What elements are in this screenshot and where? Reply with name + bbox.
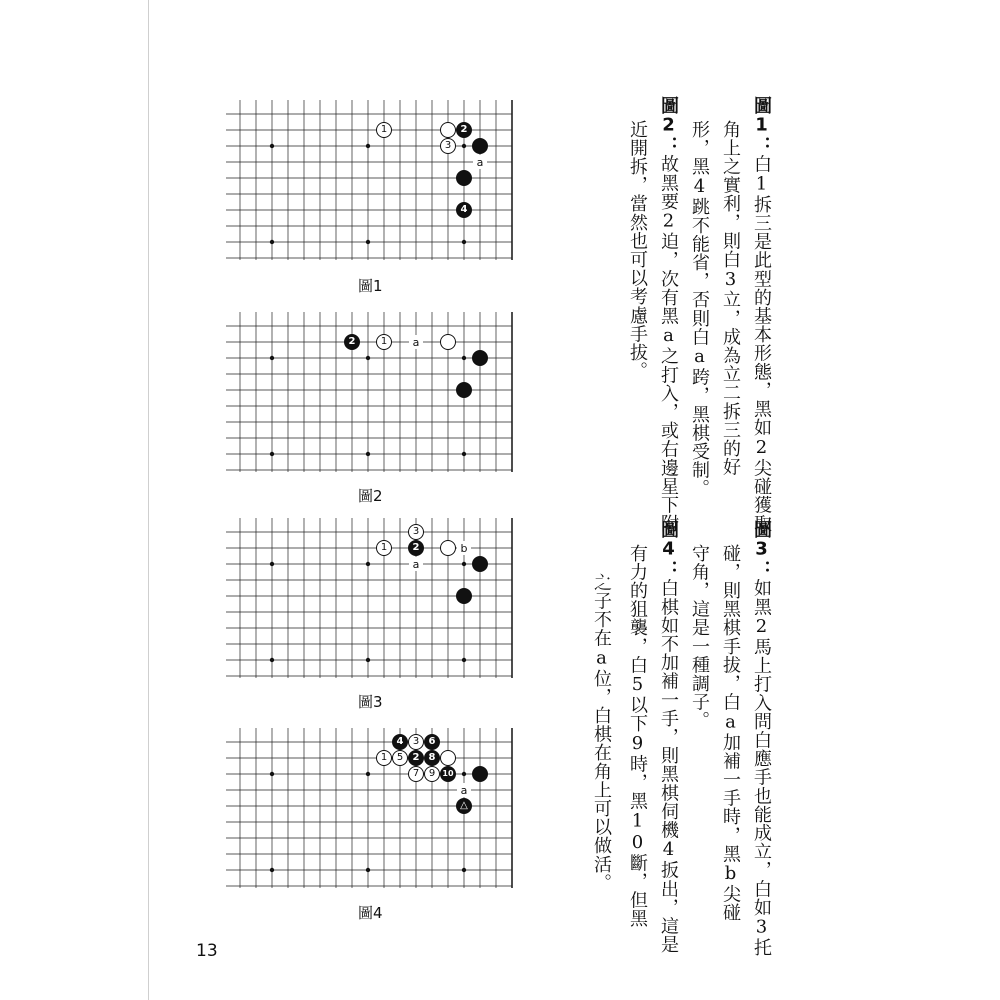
caption-3: 圖3 bbox=[358, 693, 383, 711]
black-stone: △ bbox=[456, 798, 472, 814]
white-stone bbox=[440, 334, 456, 350]
star-point bbox=[462, 452, 466, 456]
fig-label-1: 圖1： bbox=[751, 96, 772, 155]
black-stone bbox=[456, 170, 472, 186]
text-body-1: 白1拆三是此型的基本形態，黑如2尖碰獲取 bbox=[751, 154, 772, 533]
star-point bbox=[270, 240, 274, 244]
black-stone: 4 bbox=[392, 734, 408, 750]
black-stone bbox=[472, 766, 488, 782]
board-letter-mark: a bbox=[409, 557, 423, 571]
black-stone: 4 bbox=[456, 202, 472, 218]
go-diagram-3 bbox=[226, 518, 514, 678]
black-stone bbox=[472, 138, 488, 154]
star-point bbox=[462, 240, 466, 244]
board-letter-mark: a bbox=[473, 155, 487, 169]
white-stone: 7 bbox=[408, 766, 424, 782]
page-number: 13 bbox=[196, 941, 218, 961]
white-stone: 9 bbox=[424, 766, 440, 782]
white-stone: 3 bbox=[408, 524, 424, 540]
white-stone: 3 bbox=[440, 138, 456, 154]
star-point bbox=[366, 356, 370, 360]
go-diagram-4 bbox=[226, 728, 514, 888]
star-point bbox=[462, 868, 466, 872]
fig-label-4: 圖4： bbox=[658, 520, 679, 579]
text-column-9 bbox=[656, 520, 680, 954]
black-stone: 2 bbox=[456, 122, 472, 138]
star-point bbox=[270, 144, 274, 148]
star-point bbox=[366, 772, 370, 776]
star-point bbox=[462, 562, 466, 566]
text-body-9: 白棋如不加補一手，則黑棋伺機4扳出，這是 bbox=[658, 578, 679, 954]
white-stone: 5 bbox=[392, 750, 408, 766]
star-point bbox=[366, 562, 370, 566]
white-stone: 1 bbox=[376, 750, 392, 766]
star-point bbox=[270, 562, 274, 566]
white-stone bbox=[440, 750, 456, 766]
black-stone: 2 bbox=[408, 750, 424, 766]
star-point bbox=[462, 356, 466, 360]
caption-2: 圖2 bbox=[358, 487, 383, 505]
black-stone bbox=[456, 588, 472, 604]
text-column-7: 碰，則黑棋手拔，白a加補一手時，黑b尖碰 bbox=[720, 544, 741, 922]
white-stone bbox=[440, 540, 456, 556]
star-point bbox=[366, 240, 370, 244]
text-column-8: 守角，這是一種調子。 bbox=[689, 544, 710, 730]
star-point bbox=[462, 658, 466, 662]
star-point bbox=[462, 772, 466, 776]
black-stone: 6 bbox=[424, 734, 440, 750]
board-letter-mark: b bbox=[457, 541, 471, 555]
star-point bbox=[366, 452, 370, 456]
caption-4: 圖4 bbox=[358, 904, 383, 922]
star-point bbox=[270, 868, 274, 872]
text-column-1 bbox=[749, 96, 773, 533]
text-body-11: 之子不在a位，白棋在角上可以做活。 bbox=[591, 573, 612, 893]
white-stone bbox=[440, 122, 456, 138]
fig-label-2: 圖2： bbox=[658, 96, 679, 155]
text-column-6 bbox=[749, 520, 773, 957]
star-point bbox=[270, 452, 274, 456]
star-point bbox=[366, 144, 370, 148]
black-stone: 2 bbox=[408, 540, 424, 556]
star-point bbox=[270, 356, 274, 360]
white-stone: 1 bbox=[376, 540, 392, 556]
go-diagram-2 bbox=[226, 312, 514, 472]
star-point bbox=[270, 658, 274, 662]
text-body-4: 故黑要2迫，次有黑a之打入，或右邊星下附 bbox=[658, 154, 679, 533]
white-stone: 3 bbox=[408, 734, 424, 750]
black-stone: 2 bbox=[344, 334, 360, 350]
black-stone: 8 bbox=[424, 750, 440, 766]
star-point bbox=[462, 144, 466, 148]
text-column-4 bbox=[656, 96, 680, 533]
text-column-11 bbox=[591, 570, 618, 893]
star-point bbox=[270, 772, 274, 776]
star-point bbox=[366, 658, 370, 662]
text-body-6: 如黑2馬上打入問白應手也能成立，白如3托 bbox=[751, 578, 772, 957]
fig-label-3: 圖3： bbox=[751, 520, 772, 579]
caption-1: 圖1 bbox=[358, 277, 383, 295]
white-stone: 1 bbox=[376, 122, 392, 138]
text-column-10: 有力的狙襲，白5以下9時，黑10斷，但黑 bbox=[627, 544, 648, 928]
text-column-5: 近開拆，當然也可以考慮手拔。 bbox=[627, 120, 648, 381]
board-letter-mark: a bbox=[409, 335, 423, 349]
go-diagram-1 bbox=[226, 100, 514, 260]
star-point bbox=[366, 868, 370, 872]
text-column-2: 角上之實利，則白3立，成為立二拆三的好 bbox=[720, 120, 741, 477]
board-letter-mark: a bbox=[457, 783, 471, 797]
black-stone bbox=[456, 382, 472, 398]
black-stone bbox=[472, 350, 488, 366]
black-stone bbox=[472, 556, 488, 572]
black-stone: 10 bbox=[440, 766, 456, 782]
white-stone: 1 bbox=[376, 334, 392, 350]
text-column-3: 形，黑4跳不能省，否則白a跨，黑棋受制。 bbox=[689, 120, 710, 498]
